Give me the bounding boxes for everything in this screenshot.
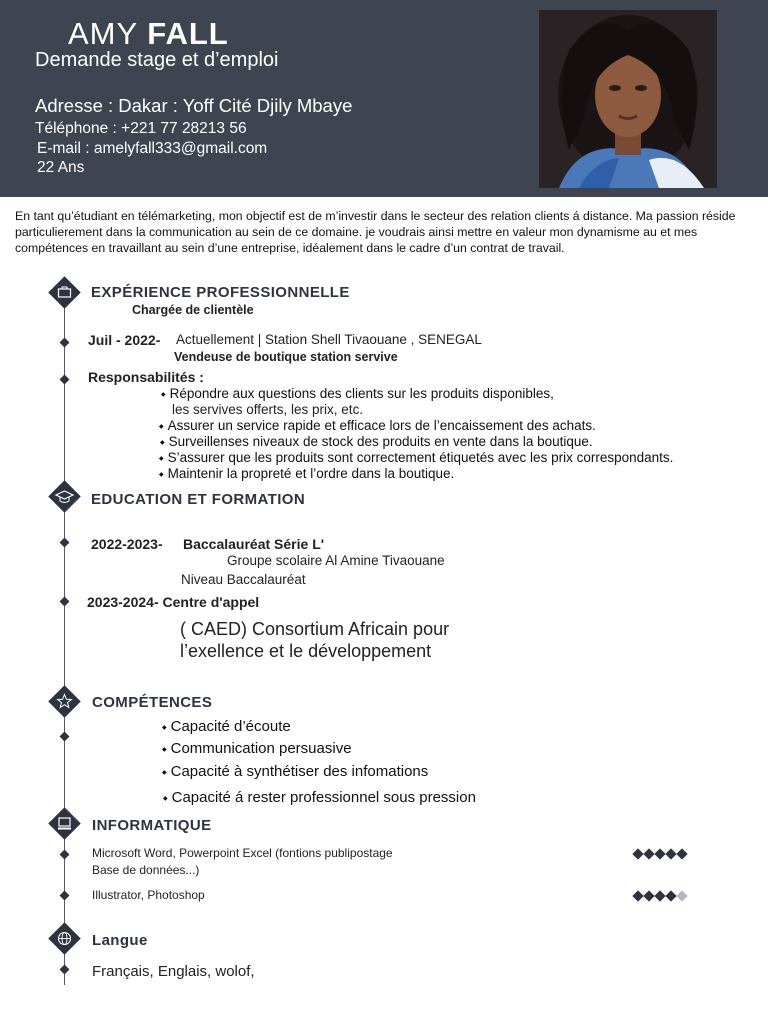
responsibility-item-continued: les servives offerts, les prix, etc. bbox=[172, 402, 364, 417]
rating-diamond-filled bbox=[665, 848, 676, 859]
timeline-marker bbox=[60, 375, 70, 385]
skill-item: ◆ Capacité á rester professionnel sous pression bbox=[163, 789, 476, 806]
job-place: Actuellement | Station Shell Tivaouane , SENEGAL bbox=[176, 332, 482, 347]
timeline-marker bbox=[60, 732, 70, 742]
rating-diamond-filled bbox=[632, 890, 643, 901]
rating-diamond-filled bbox=[654, 890, 665, 901]
responsibility-item: ◆ Assurer un service rapide et efficace lors de l’encaissement des achats. bbox=[159, 418, 596, 433]
first-name: AMY bbox=[68, 16, 138, 51]
cv-subtitle: Demande stage et d’emploi bbox=[35, 49, 279, 71]
it-item-2: Illustrator, Photoshop bbox=[92, 888, 205, 902]
address: Adresse : Dakar : Yoff Cité Djily Mbaye bbox=[35, 95, 353, 116]
rating-diamond-filled bbox=[632, 848, 643, 859]
graduation-cap-icon bbox=[48, 480, 81, 513]
skill-item: ◆ Capacité d’écoute bbox=[162, 718, 291, 735]
rating-diamond-filled bbox=[643, 890, 654, 901]
section-title-skills: COMPÉTENCES bbox=[92, 694, 213, 711]
rating-diamond-filled bbox=[643, 848, 654, 859]
timeline-marker bbox=[60, 891, 70, 901]
header-banner bbox=[0, 0, 768, 197]
objective-paragraph: En tant qu’étudiant en télémarketing, mon objectif est de m’investir dans le secteur des relation clients á distance. Ma passion réside particulierement dans la communication au sein de ce domaine. je voudrais ainsi mettre en valeur mon dynamisme au et mes compétences en travaillant au sein d’une entreprise, idéalement dans le cadre d’un contrat de travail. bbox=[15, 209, 736, 255]
education-2-institution-continued: l’exellence et le développement bbox=[180, 641, 432, 661]
last-name: FALL bbox=[147, 16, 229, 51]
age: 22 Ans bbox=[37, 159, 85, 176]
phone: Téléphone : +221 77 28213 56 bbox=[35, 120, 247, 137]
skill-item: ◆ Capacité à synthétiser des infomations bbox=[162, 763, 428, 780]
star-icon bbox=[48, 685, 81, 718]
briefcase-icon bbox=[48, 276, 81, 309]
skill-item: ◆ Communication persuasive bbox=[162, 740, 352, 757]
responsibility-item: ◆ S’assurer que les produits sont correctement étiquetés avec les prix correspondants. bbox=[159, 450, 673, 465]
education-1-level: Niveau Baccalauréat bbox=[181, 572, 306, 587]
job-title-1: Chargée de clientèle bbox=[132, 303, 254, 317]
languages: Français, Englais, wolof, bbox=[92, 963, 255, 980]
email: E-mail : amelyfall333@gmail.com bbox=[37, 140, 268, 157]
education-1-year: 2022-2023- bbox=[91, 536, 163, 552]
responsibility-item: ◆ Répondre aux questions des clients sur les produits disponibles, bbox=[161, 386, 554, 401]
it-item-2-rating bbox=[633, 892, 687, 900]
section-title-it: INFORMATIQUE bbox=[92, 817, 212, 834]
globe-icon bbox=[48, 922, 81, 955]
it-item-1-rating bbox=[633, 850, 687, 858]
job-period: Juil - 2022- bbox=[88, 332, 161, 348]
rating-diamond-filled bbox=[676, 848, 687, 859]
education-2-title: 2023-2024- Centre d'appel bbox=[87, 594, 260, 610]
candidate-name bbox=[68, 16, 229, 52]
responsibilities-label: Responsabilités : bbox=[88, 369, 204, 385]
section-title-experience: EXPÉRIENCE PROFESSIONNELLE bbox=[91, 284, 350, 301]
education-1-degree: Baccalauréat Série L' bbox=[183, 536, 325, 552]
profile-photo bbox=[539, 10, 717, 188]
timeline-marker bbox=[60, 538, 70, 548]
education-1-school: Groupe scolaire Al Amine Tivaouane bbox=[227, 553, 445, 568]
rating-diamond-filled bbox=[654, 848, 665, 859]
timeline-marker bbox=[60, 965, 70, 975]
rating-diamond-filled bbox=[665, 890, 676, 901]
job-title-2: Vendeuse de boutique station servive bbox=[174, 350, 398, 364]
section-title-language: Langue bbox=[92, 932, 148, 949]
responsibility-item: ◆ Surveillenses niveaux de stock des produits en vente dans la boutique. bbox=[160, 434, 593, 449]
section-title-education: EDUCATION ET FORMATION bbox=[91, 491, 306, 508]
education-2-institution: ( CAED) Consortium Africain pour bbox=[180, 619, 450, 639]
timeline-line bbox=[64, 290, 66, 985]
timeline-marker bbox=[60, 597, 70, 607]
it-item-1: Microsoft Word, Powerpoint Excel (fontions publipostage bbox=[92, 846, 393, 860]
timeline-marker bbox=[60, 338, 70, 348]
it-item-1-continued: Base de données...) bbox=[92, 863, 200, 877]
responsibility-item: ◆ Maintenir la propreté et l’ordre dans la boutique. bbox=[159, 466, 454, 481]
timeline-marker bbox=[60, 850, 70, 860]
rating-diamond-empty bbox=[676, 890, 687, 901]
computer-icon bbox=[48, 807, 81, 840]
